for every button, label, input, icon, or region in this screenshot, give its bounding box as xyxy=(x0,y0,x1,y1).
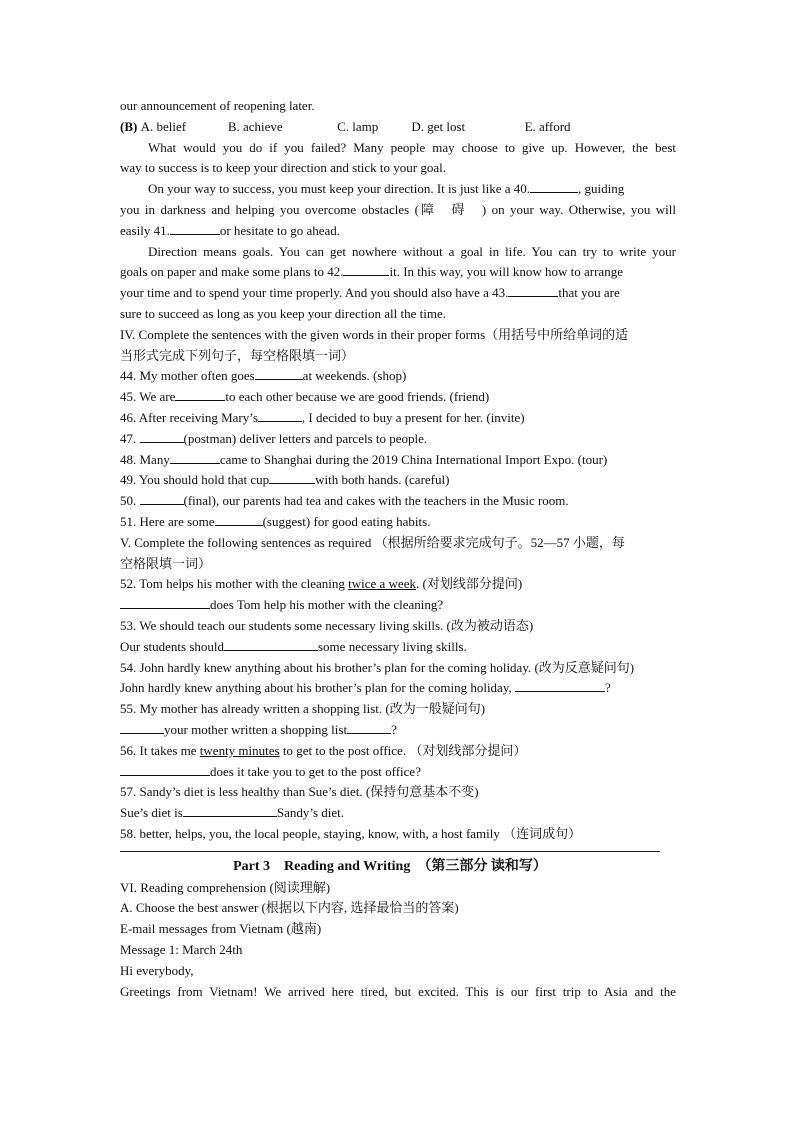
question-54: 54. John hardly knew anything about his brother’s plan for the coming holiday. (改为反意疑问句) xyxy=(120,659,635,675)
paragraph-line: Direction means goals. You can get nowhere without a goal in life. You can try to write your xyxy=(148,243,676,259)
text-segment: Sandy’s diet. xyxy=(276,805,345,821)
text-segment: Sue’s diet is xyxy=(120,805,183,821)
answer-blank[interactable] xyxy=(530,180,578,193)
paragraph-line xyxy=(120,283,676,304)
answer-blank[interactable] xyxy=(170,451,220,464)
question-44 xyxy=(120,366,676,387)
text-segment: , I decided to buy a present for her. (invite) xyxy=(301,409,525,425)
question-52 xyxy=(120,574,676,595)
paragraph-line: What would you do if you failed? Many people may choose to give up. However, the best xyxy=(148,139,676,155)
question-54-answer xyxy=(120,678,676,699)
paragraph-line xyxy=(120,179,676,200)
options-marker: (B) xyxy=(120,118,138,134)
text-segment: 46. After receiving Mary’s xyxy=(120,409,258,425)
answer-blank[interactable] xyxy=(170,222,220,235)
text-segment: 47. xyxy=(120,430,137,446)
section-heading: VI. Reading comprehension (阅读理解) xyxy=(120,879,331,895)
option-c: C. lamp xyxy=(337,118,379,134)
question-56-answer xyxy=(120,762,676,783)
text-segment: (final), our parents had tea and cakes with the teachers in the Music room. xyxy=(183,493,569,509)
answer-blank[interactable] xyxy=(343,263,389,276)
option-b: B. achieve xyxy=(227,118,283,134)
message-header: Message 1: March 24th xyxy=(120,942,243,958)
passage-title: E-mail messages from Vietnam (越南) xyxy=(120,921,322,937)
answer-blank[interactable] xyxy=(140,430,184,443)
text-segment: at weekends. (shop) xyxy=(302,368,407,384)
text-segment: . (对划线部分提问) xyxy=(415,576,523,592)
text-segment: On your way to success, you must keep your direction. It is just like a 40. xyxy=(148,181,530,197)
word-options xyxy=(120,117,676,138)
text-segment: (postman) deliver letters and parcels to people. xyxy=(183,430,428,446)
answer-blank[interactable] xyxy=(120,763,210,776)
section-heading: IV. Complete the sentences with the given words in their proper forms（用括号中所给单词的适 xyxy=(120,326,629,342)
text-line: our announcement of reopening later. xyxy=(120,98,315,113)
question-45 xyxy=(120,387,676,408)
question-51 xyxy=(120,512,676,533)
text-segment: easily 41. xyxy=(120,222,170,238)
text-segment: 50. xyxy=(120,493,137,509)
text-segment: 48. Many xyxy=(120,451,170,467)
text-segment: , guiding xyxy=(578,181,625,197)
question-58: 58. better, helps, you, the local people, staying, know, with, a host family （连词成句） xyxy=(120,825,582,841)
text-segment: some necessary living skills. xyxy=(318,638,467,654)
text-segment: it. In this way, you will know how to arrange xyxy=(389,264,623,280)
underlined-phrase: twenty minutes xyxy=(199,742,280,758)
section-heading: V. Complete the following sentences as required （根据所给要求完成句子。52—57 小题，每 xyxy=(120,534,625,550)
text-segment: that you are xyxy=(558,285,620,301)
text-segment: 52. Tom helps his mother with the cleaning xyxy=(120,576,345,592)
paragraph-line xyxy=(120,262,676,283)
paragraph-line: sure to succeed as long as you keep your direction all the time. xyxy=(120,305,446,321)
text-segment: to each other because we are good friends. (friend) xyxy=(225,389,490,405)
question-52-answer xyxy=(120,595,676,616)
question-48 xyxy=(120,450,676,471)
question-49 xyxy=(120,470,676,491)
text-segment: your mother written a shopping list xyxy=(164,721,348,737)
text-segment: came to Shanghai during the 2019 China International Import Expo. (tour) xyxy=(219,451,608,467)
question-53-answer xyxy=(120,637,676,658)
text-segment: your time and to spend your time properly. And you should also have a 43. xyxy=(120,285,509,301)
greeting: Hi everybody, xyxy=(120,962,194,978)
part-heading: Part 3 Reading and Writing （第三部分 读和写） xyxy=(233,858,547,874)
horizontal-divider xyxy=(120,851,660,852)
section-heading: 空格限填一词） xyxy=(120,555,212,571)
answer-blank[interactable] xyxy=(175,388,225,401)
question-57-answer xyxy=(120,803,676,824)
text-segment: 51. Here are some xyxy=(120,513,215,529)
text-segment: ? xyxy=(604,680,611,696)
paragraph-line: you in darkness and helping you overcome obstacles (障 碍 ) on your way. Otherwise, you will xyxy=(120,201,676,217)
paragraph-line: way to success is to keep your direction and stick to your goal. xyxy=(120,160,447,176)
text-segment: Our students should xyxy=(120,638,224,654)
question-57: 57. Sandy’s diet is less healthy than Sue’s diet. (保持句意基本不变) xyxy=(120,784,479,800)
worksheet-page xyxy=(120,96,676,1002)
passage-line: Greetings from Vietnam! We arrived here tired, but excited. This is our first trip to Asia and the xyxy=(120,983,676,999)
text-segment: 44. My mother often goes xyxy=(120,368,255,384)
underlined-phrase: twice a week xyxy=(348,576,416,592)
option-a: A. belief xyxy=(140,118,187,134)
answer-blank[interactable] xyxy=(258,409,302,422)
text-segment: 49. You should hold that cup xyxy=(120,472,270,488)
paragraph-line xyxy=(120,221,676,242)
text-segment: or hesitate to go ahead. xyxy=(219,222,341,238)
answer-blank[interactable] xyxy=(140,492,184,505)
option-d: D. get lost xyxy=(411,118,466,134)
subsection-heading: A. Choose the best answer (根据以下内容, 选择最恰当的答案) xyxy=(120,900,459,916)
answer-blank[interactable] xyxy=(508,284,558,297)
answer-blank[interactable] xyxy=(183,804,277,817)
text-segment: 45. We are xyxy=(120,389,176,405)
question-56 xyxy=(120,741,676,762)
answer-blank[interactable] xyxy=(215,513,263,526)
text-segment: John hardly knew anything about his brother’s plan for the coming holiday, xyxy=(120,680,512,696)
question-55-answer xyxy=(120,720,676,741)
text-segment: 56. It takes me xyxy=(120,742,197,758)
text-segment: does it take you to get to the post office? xyxy=(210,763,421,779)
text-segment: with both hands. (careful) xyxy=(315,472,450,488)
text-segment: does Tom help his mother with the cleaning? xyxy=(210,597,444,613)
question-47 xyxy=(120,429,676,450)
answer-blank[interactable] xyxy=(515,679,605,692)
question-50 xyxy=(120,491,676,512)
question-46 xyxy=(120,408,676,429)
answer-blank[interactable] xyxy=(120,721,164,734)
text-segment: goals on paper and make some plans to 42. xyxy=(120,264,344,280)
answer-blank[interactable] xyxy=(224,638,318,651)
answer-blank[interactable] xyxy=(255,367,303,380)
text-segment: ? xyxy=(391,721,397,737)
text-segment: to get to the post office. （对划线部分提问） xyxy=(282,742,527,758)
option-e: E. afford xyxy=(524,118,571,134)
answer-blank[interactable] xyxy=(120,596,210,609)
answer-blank[interactable] xyxy=(269,471,315,484)
text-segment: (suggest) for good eating habits. xyxy=(262,513,431,529)
question-53: 53. We should teach our students some necessary living skills. (改为被动语态) xyxy=(120,617,534,633)
question-55: 55. My mother has already written a shopping list. (改为一般疑问句) xyxy=(120,701,486,717)
section-heading: 当形式完成下列句子，每空格限填一词） xyxy=(120,347,355,363)
answer-blank[interactable] xyxy=(347,721,391,734)
